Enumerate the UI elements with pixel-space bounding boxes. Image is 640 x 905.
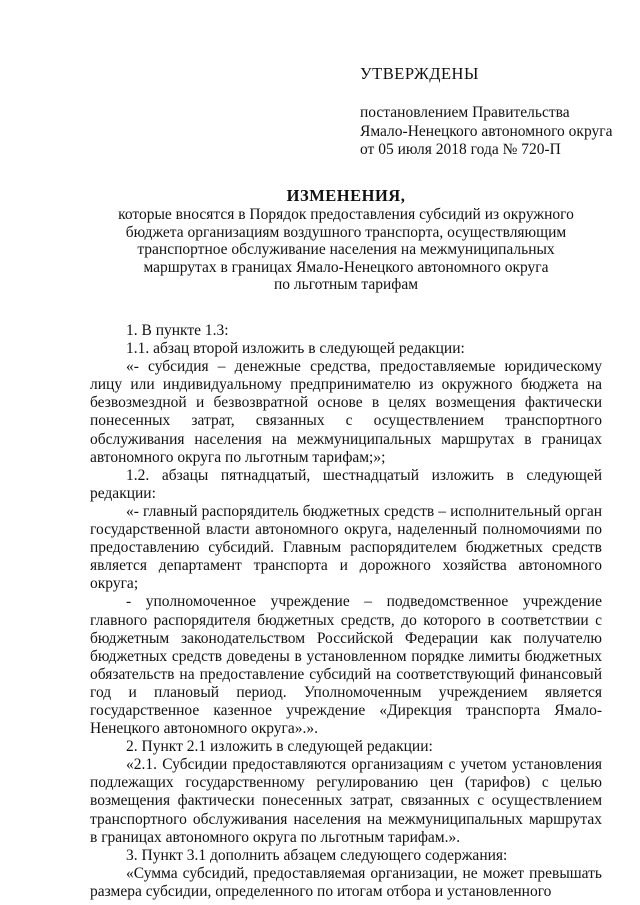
subtitle-line: которые вносятся в Порядок предоставления субсидий из окружного [118,206,574,223]
resolution-line: постановлением Правительства [360,104,570,121]
resolution-reference [360,104,612,160]
body-paragraph: «- субсидия – денежные средства, предоставляемые юридическому лицу или индивидуальному предпринимателю из окружного бюджета на безвозмездной и безвозвратной основе в целях возмещения фактически понесенных затрат, связанных с осуществлением транспортного обслуживания населения на межмуниципальных маршрутах в границах автономного округа по льготным тарифам;»; [90,358,602,466]
resolution-line: от 05 июля 2018 года № 720-П [360,141,561,158]
item-heading: 3. Пункт 3.1 дополнить абзацем следующего содержания: [126,846,508,864]
body-paragraph: «Сумма субсидий, предоставляемая организации, не может превышать размера субсидии, определенного по итогам отбора и установленного [90,864,602,900]
item-heading: 2. Пункт 2.1 изложить в следующей редакции: [126,738,433,756]
document-subtitle [90,206,602,294]
subtitle-line: бюджета организациям воздушного транспорта, осуществляющим [125,223,567,241]
subtitle-line: транспортное обслуживание населения на межмуниципальных [137,241,555,258]
item-heading: 1. В пункте 1.3: [126,322,229,339]
item-heading: 1.1. абзац второй изложить в следующей редакции: [126,340,465,358]
subtitle-line: маршрутах в границах Ямало-Ненецкого автономного округа [143,258,549,276]
document-body [90,322,602,901]
body-paragraph: - уполномоченное учреждение – подведомственное учреждение главного распорядителя бюджетных средств, до которого в соответствии с бюджетным законодательством Российской Федерации как получателю бюджетных средств доведены в установленном порядке лимиты бюджетных обязательств на предоставление субсидий на соответствующий финансовый год и плановый период. Уполномоченным учреждением является государственное казенное учреждение «Дирекция транспорта Ямало-Ненецкого автономного округа».». [90,593,602,738]
body-paragraph: 1.2. абзацы пятнадцатый, шестнадцатый изложить в следующей редакции: [90,466,602,502]
approved-heading: УТВЕРЖДЕНЫ [360,64,479,83]
body-paragraph: «2.1. Субсидии предоставляются организациям с учетом установления подлежащих государственному регулированию цен (тарифов) с целью возмещения фактически понесенных затрат, связанных с осуществлением транспортного обслуживания населения на межмуниципальных маршрутах в границах автономного округа по льготным тарифам.». [90,756,602,846]
body-paragraph: «- главный распорядитель бюджетных средств – исполнительный орган государственной власти автономного округа, наделенный полномочиями по предоставлению субсидий. Главным распорядителем бюджетных средств является департамент транспорта и дорожного хозяйства автономного округа; [90,502,602,593]
document-title: ИЗМЕНЕНИЯ, [286,186,406,205]
resolution-line: Ямало-Ненецкого автономного округа [360,122,613,140]
subtitle-line: по льготным тарифам [273,276,419,293]
